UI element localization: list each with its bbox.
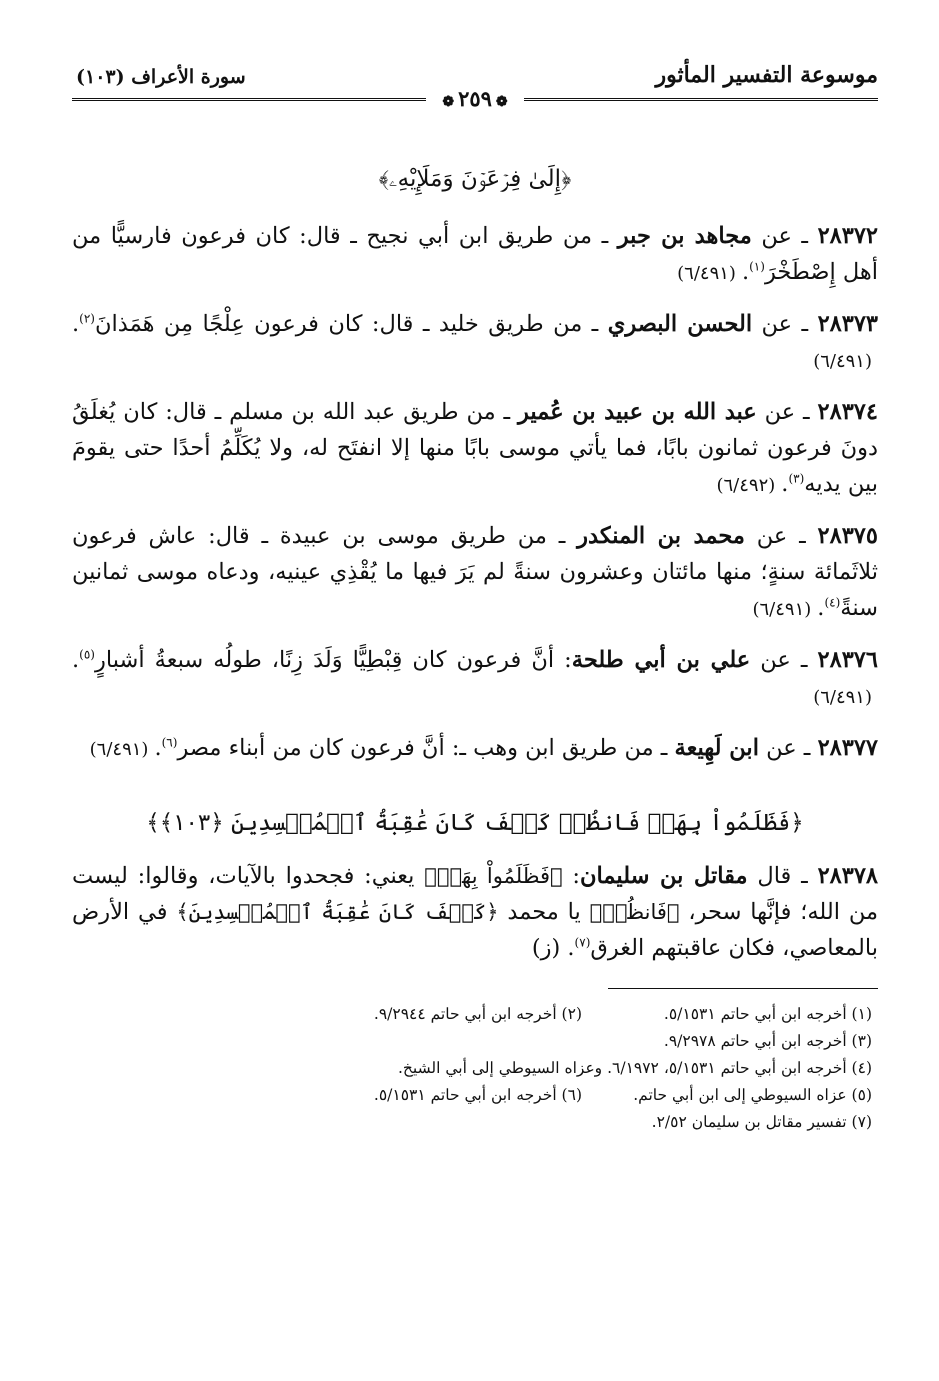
entry-prefix: ـ عن <box>758 735 818 761</box>
ornament-icon: ❁ <box>495 94 508 110</box>
volume-reference: (٦/٤٩١) <box>813 351 872 372</box>
footnote: (٢) أخرجه ابن أبي حاتم ٩/٢٩٤٤. <box>373 1005 582 1023</box>
footnote: (٣) أخرجه ابن أبي حاتم ٩/٢٩٧٨. <box>663 1032 872 1050</box>
entry-end: . <box>817 595 825 621</box>
entry <box>72 306 878 380</box>
footnote-row <box>72 1055 872 1082</box>
entry-end: . <box>72 311 80 337</box>
narrator-name: مجاهد بن جبر <box>617 223 752 249</box>
footnote: (٦) أخرجه ابن أبي حاتم ٥/١٥٣١. <box>373 1086 582 1104</box>
quran-quote: ﴿كَيۡفَ كَانَ عَٰقِبَةُ ٱلۡمُفۡسِدِينَ﴾ <box>176 900 499 924</box>
footnote-marker: (٤) <box>824 595 841 610</box>
page <box>72 52 878 1136</box>
entry-prefix: ـ عن <box>751 223 818 249</box>
entry-text: في الأرض بالمعاصي، فكان عاقبتهم الغرق <box>72 899 878 961</box>
entry-prefix: ـ قال <box>747 863 818 889</box>
ayah-heading: ﴿إِلَىٰ فِرۡعَوۡنَ وَمَلَإِيْهِۦ﴾ <box>378 166 572 192</box>
volume-reference: (٦/٤٩٢) <box>716 475 776 496</box>
entry-prefix: ـ عن <box>744 523 818 549</box>
footnote-marker: (١) <box>749 259 765 274</box>
entry-text: يعني: فجحدوا بالآيات، وقالوا: ليست من الله؛ فإنَّها سحر، <box>72 863 879 925</box>
narrator-name: ابن لَهِيعة <box>674 735 759 761</box>
volume-reference: (٦/٤٩١) <box>677 263 736 284</box>
entry <box>72 730 878 768</box>
narrator-name: الحسن البصري <box>607 311 753 337</box>
ornament-icon: ❁ <box>442 94 455 110</box>
page-number: ٢٥٩ <box>458 86 492 111</box>
entry-number: ٢٨٣٧٤ <box>817 399 878 425</box>
ayah-heading: ﴿فَظَلَمُواْ بِهَاۖ فَانظُرۡ كَيۡفَ كَانَ عَٰقِبَةُ ٱلۡمُفۡسِدِينَ ﴿١٠٣﴾﴾ <box>146 810 804 836</box>
entry-text: : <box>562 863 581 889</box>
entry-text: : أنَّ فرعون كان قِبْطِيًّا وَلَدَ زِنًا، طولُه سبعةُ أشبارٍ <box>94 647 572 673</box>
footnote-rule <box>608 988 878 989</box>
footnote-row <box>72 1001 872 1028</box>
page-header <box>72 52 878 114</box>
entry-text: ـ من طريق خليد ـ قال: كان فرعون عِلْجًا مِن هَمَذانَ <box>94 311 608 337</box>
narrator-name: مقاتل بن سليمان <box>580 863 748 889</box>
quran-quote: ﴿فَانظُرۡ﴾ <box>589 900 680 924</box>
entry-number: ٢٨٣٧٨ <box>817 863 879 889</box>
narrator-name: علي بن أبي طلحة <box>571 647 751 673</box>
footnotes <box>72 1001 878 1136</box>
entry-number: ٢٨٣٧٦ <box>817 647 878 673</box>
volume-reference: (٦/٤٩١) <box>813 687 872 708</box>
entry-number: ٢٨٣٧٢ <box>817 223 878 249</box>
footnote: (٤) أخرجه ابن أبي حاتم ٥/١٥٣١، ٦/١٩٧٢. وعزاه السيوطي إلى أبي الشيخ. <box>398 1059 872 1077</box>
footnote: (٥) عزاه السيوطي إلى ابن أبي حاتم. <box>633 1086 872 1104</box>
entry <box>72 218 878 292</box>
page-number-box <box>426 86 523 111</box>
entry-end: . <box>741 259 750 285</box>
entry-prefix: ـ عن <box>756 399 818 425</box>
entry-prefix: ـ عن <box>750 647 818 673</box>
footnote: (٧) تفسير مقاتل بن سليمان ٢/٥٢. <box>651 1113 872 1131</box>
volume-reference: (٦/٤٩١) <box>752 599 812 620</box>
footnote-row <box>72 1028 872 1055</box>
footnote-row <box>72 1109 872 1136</box>
footnote: (١) أخرجه ابن أبي حاتم ٥/١٥٣١. <box>663 1005 872 1023</box>
entry-text: ـ من طريق ابن أبي نجيح ـ قال: كان فرعون فارسيًّا من أهل إِصْطَخْرَ <box>72 223 878 285</box>
entry <box>72 394 878 504</box>
page-number-wrap <box>72 86 878 111</box>
entry-text: يا محمد <box>498 899 590 925</box>
entry-end: . <box>72 647 80 673</box>
footnote-marker: (٢) <box>79 311 95 326</box>
entry-number: ٢٨٣٧٣ <box>817 311 878 337</box>
volume-reference: (٦/٤٩١) <box>89 739 149 760</box>
entry-end: . (ز) <box>531 935 575 961</box>
entry-end: . <box>781 471 789 497</box>
narrator-name: محمد بن المنكدر <box>577 523 745 549</box>
footnote-row <box>72 1082 872 1109</box>
surah-title: سورة الأعراف (١٠٣) <box>76 66 246 88</box>
entry <box>72 518 878 628</box>
book-title: موسوعة التفسير المأثور <box>655 62 878 88</box>
entry-text: ـ من طريق موسى بن عبيدة ـ قال: عاش فرعون ثلاثَمائة سنةٍ؛ منها مائتان وعشرون سنةً لم يَرَ فيها ما يُقْذِي عينيه، ودعاه موسى ثمانين سنةً <box>72 523 878 621</box>
entry-text: ـ من طريق عبد الله بن مسلم ـ قال: كان يُغلَقُ دونَ فرعون ثمانون بابًا، فما يأتي موسى بابًا منها إلا انفتَح له، ولا يُكَلِّمُ أحدًا حتى يقومَ بين يديه <box>72 399 878 497</box>
footnote-marker: (٦) <box>161 735 178 750</box>
footnote-marker: (٥) <box>79 647 95 662</box>
entry <box>72 858 878 966</box>
entry-prefix: ـ عن <box>752 311 818 337</box>
quran-quote: ﴿فَظَلَمُواْ بِهَاۖ﴾ <box>424 864 563 888</box>
footnote-marker: (٧) <box>574 935 591 950</box>
footnote-marker: (٣) <box>788 471 805 486</box>
entry-text: ـ من طريق ابن وهب ـ: أنَّ فرعون كان من أبناء مصر <box>177 735 675 761</box>
entry-number: ٢٨٣٧٧ <box>817 735 878 761</box>
entry-number: ٢٨٣٧٥ <box>817 523 878 549</box>
entry-end: . <box>154 735 162 761</box>
entry <box>72 642 878 716</box>
narrator-name: عبد الله بن عبيد بن عُمير <box>518 399 757 425</box>
